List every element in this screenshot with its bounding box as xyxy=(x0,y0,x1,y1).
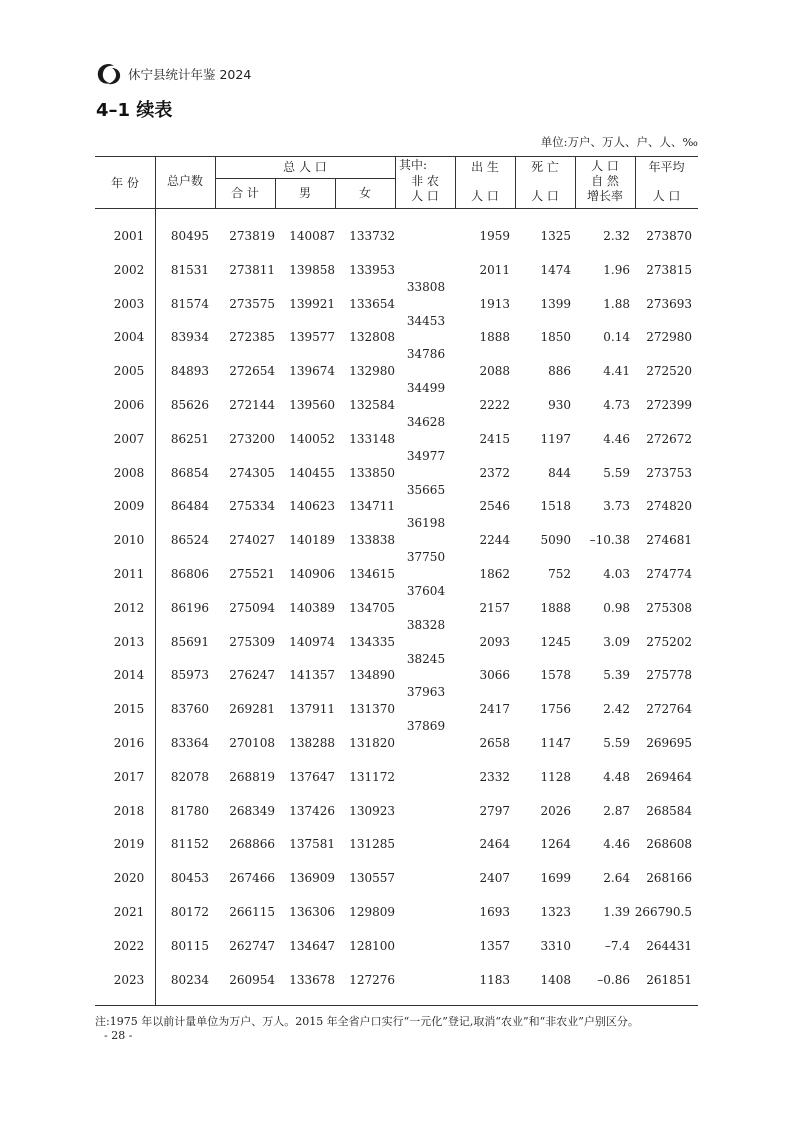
cell-year: 2017 xyxy=(113,769,145,784)
cell-avg-pop: 268584 xyxy=(646,803,692,818)
header-death: 死 亡 xyxy=(531,160,559,174)
header-male: 男 xyxy=(298,186,311,200)
cell-avg-pop: 273870 xyxy=(646,229,692,243)
header-total: 合 计 xyxy=(231,186,259,200)
cell-natural-rate: –10.38 xyxy=(589,533,630,548)
cell-female: 132980 xyxy=(349,364,395,379)
cell-natural-rate: 1.88 xyxy=(603,296,630,311)
cell-non-ag-pop: 38245 xyxy=(406,651,446,666)
cell-non-ag-pop: 34453 xyxy=(406,313,446,328)
cell-households: 81152 xyxy=(170,837,209,852)
cell-male: 140623 xyxy=(289,499,335,514)
table-row xyxy=(95,496,698,516)
cell-households: 85691 xyxy=(170,634,209,649)
cell-female: 127276 xyxy=(349,972,395,987)
cell-female: 131172 xyxy=(349,769,395,784)
cell-death: 3310 xyxy=(540,938,571,953)
cell-male: 140052 xyxy=(289,431,335,446)
cell-total: 266115 xyxy=(229,905,275,919)
cell-female: 131370 xyxy=(349,702,395,717)
table-row xyxy=(95,361,698,381)
cell-birth: 1888 xyxy=(479,330,510,345)
cell-non-ag-pop: 34499 xyxy=(406,381,446,396)
cell-avg-pop: 268166 xyxy=(646,871,692,886)
cell-female: 134335 xyxy=(349,634,395,649)
cell-natural-rate: 1.96 xyxy=(603,262,630,277)
cell-female: 133838 xyxy=(349,533,395,548)
cell-non-ag-pop: 36198 xyxy=(406,516,446,531)
cell-female: 128100 xyxy=(349,938,395,953)
header-of-which: 其中: xyxy=(398,158,428,172)
cell-death: 5090 xyxy=(540,533,571,548)
cell-death: 2026 xyxy=(540,803,571,818)
cell-male: 138288 xyxy=(289,736,335,750)
cell-non-ag-pop: 33808 xyxy=(406,279,446,294)
cell-birth: 1862 xyxy=(479,567,510,581)
cell-male: 139921 xyxy=(289,296,335,311)
table-row xyxy=(95,868,698,888)
cell-death: 1197 xyxy=(540,431,571,446)
cell-birth: 2372 xyxy=(479,465,510,480)
cell-male: 140974 xyxy=(289,634,335,649)
cell-year: 2001 xyxy=(113,229,145,243)
cell-avg-pop: 275308 xyxy=(646,600,692,615)
cell-avg-pop: 272672 xyxy=(646,431,692,446)
table-bottom-rule xyxy=(95,1005,698,1006)
cell-total: 274305 xyxy=(229,465,275,480)
cell-birth: 1693 xyxy=(479,905,510,919)
cell-avg-pop: 272980 xyxy=(646,330,692,345)
cell-death: 752 xyxy=(548,567,571,581)
cell-avg-pop: 275202 xyxy=(646,634,692,649)
cell-total: 268866 xyxy=(229,837,275,852)
cell-natural-rate: 4.03 xyxy=(603,567,630,581)
cell-male: 136306 xyxy=(289,905,335,919)
cell-birth: 2464 xyxy=(479,837,510,852)
cell-households: 80234 xyxy=(170,972,209,987)
header-avg: 年平均 xyxy=(648,160,685,174)
cell-total: 275094 xyxy=(229,600,275,615)
cell-households: 81780 xyxy=(170,803,209,818)
cell-birth: 2415 xyxy=(479,431,510,446)
cell-birth: 3066 xyxy=(479,668,510,683)
table-row xyxy=(95,564,698,584)
cell-natural-rate: 4.48 xyxy=(603,769,630,784)
cell-natural-rate: 4.46 xyxy=(603,431,630,446)
cell-birth: 2546 xyxy=(479,499,510,514)
cell-year: 2011 xyxy=(113,567,145,581)
cell-death: 886 xyxy=(548,364,571,379)
cell-households: 81531 xyxy=(170,262,209,277)
cell-death: 1399 xyxy=(540,296,571,311)
cell-households: 81574 xyxy=(170,296,209,311)
cell-non-ag-pop: 37750 xyxy=(406,550,446,565)
cell-natural-rate: 2.87 xyxy=(603,803,630,818)
header-birth-pop: 人 口 xyxy=(471,189,499,203)
cell-year: 2009 xyxy=(113,499,145,514)
table-row xyxy=(95,801,698,821)
cell-total: 274027 xyxy=(229,533,275,548)
cell-total: 273819 xyxy=(229,229,275,243)
cell-avg-pop: 274820 xyxy=(646,499,692,514)
page-number: - 28 - xyxy=(104,1029,133,1042)
cell-households: 86251 xyxy=(170,431,209,446)
cell-natural-rate: 5.59 xyxy=(603,736,630,750)
cell-total: 272654 xyxy=(229,364,275,379)
header-natural-2: 自 然 xyxy=(591,174,619,188)
cell-female: 132808 xyxy=(349,330,395,345)
cell-year: 2022 xyxy=(113,938,145,953)
cell-avg-pop: 264431 xyxy=(646,938,692,953)
table-row xyxy=(95,733,698,753)
table-row xyxy=(95,598,698,618)
cell-birth: 1913 xyxy=(479,296,510,311)
cell-avg-pop: 261851 xyxy=(646,972,692,987)
cell-total: 273811 xyxy=(229,262,275,277)
cell-natural-rate: 0.98 xyxy=(603,600,630,615)
cell-death: 1128 xyxy=(540,769,571,784)
cell-birth: 2157 xyxy=(479,600,510,615)
header-year: 年 份 xyxy=(111,176,139,190)
cell-birth: 1183 xyxy=(479,972,510,987)
cell-year: 2013 xyxy=(113,634,145,649)
cell-avg-pop: 274681 xyxy=(646,533,692,548)
cell-death: 1518 xyxy=(540,499,571,514)
cell-households: 80453 xyxy=(170,871,209,886)
cell-year: 2018 xyxy=(113,803,145,818)
cell-female: 134711 xyxy=(349,499,395,514)
cell-male: 140455 xyxy=(289,465,335,480)
table-row xyxy=(95,665,698,685)
cell-avg-pop: 273815 xyxy=(646,262,692,277)
cell-natural-rate: 0.14 xyxy=(603,330,630,345)
header-birth: 出 生 xyxy=(471,160,499,174)
cell-natural-rate: 3.73 xyxy=(603,499,630,514)
cell-households: 86854 xyxy=(170,465,209,480)
cell-avg-pop: 272399 xyxy=(646,398,692,412)
cell-year: 2008 xyxy=(113,465,145,480)
cell-male: 140087 xyxy=(289,229,335,243)
cell-households: 82078 xyxy=(170,769,209,784)
cell-female: 133850 xyxy=(349,465,395,480)
cell-total: 272385 xyxy=(229,330,275,345)
header-households: 总户数 xyxy=(166,174,203,188)
cell-avg-pop: 266790.5 xyxy=(634,905,692,919)
header-natural-rate: 增长率 xyxy=(586,189,623,203)
cell-total: 267466 xyxy=(229,871,275,886)
header-non-ag-pop: 人 口 xyxy=(411,189,439,203)
cell-non-ag-pop: 34628 xyxy=(406,414,446,429)
book-title: 休宁县统计年鉴 2024 xyxy=(128,67,252,82)
cell-male: 140189 xyxy=(289,533,335,548)
table-row xyxy=(95,226,698,246)
cell-male: 134647 xyxy=(289,938,335,953)
cell-male: 139674 xyxy=(289,364,335,379)
cell-year: 2023 xyxy=(113,972,145,987)
cell-households: 84893 xyxy=(170,364,209,379)
cell-non-ag-pop: 34977 xyxy=(406,448,446,463)
cell-households: 85626 xyxy=(170,398,209,412)
cell-female: 134705 xyxy=(349,600,395,615)
cell-avg-pop: 274774 xyxy=(646,567,692,581)
cell-natural-rate: 5.39 xyxy=(603,668,630,683)
cell-total: 275334 xyxy=(229,499,275,514)
cell-birth: 2244 xyxy=(479,533,510,548)
cell-non-ag-pop: 37963 xyxy=(406,685,446,700)
cell-female: 131285 xyxy=(349,837,395,852)
cell-avg-pop: 269464 xyxy=(646,769,692,784)
cell-natural-rate: 4.46 xyxy=(603,837,630,852)
cell-avg-pop: 272520 xyxy=(646,364,692,379)
cell-non-ag-pop: 34786 xyxy=(406,347,446,362)
cell-avg-pop: 272764 xyxy=(646,702,692,717)
cell-death: 1264 xyxy=(540,837,571,852)
cell-year: 2006 xyxy=(113,398,145,412)
page-header xyxy=(96,62,251,86)
cell-total: 275521 xyxy=(229,567,275,581)
cell-male: 137426 xyxy=(289,803,335,818)
cell-male: 139858 xyxy=(289,262,335,277)
footnote: 注:1975 年以前计量单位为万户、万人。2015 年全省户口实行“一元化”登记,取消“农业”和“非农业”户别区分。 xyxy=(95,1015,639,1028)
cell-year: 2003 xyxy=(113,296,145,311)
table-row xyxy=(95,767,698,787)
cell-total: 273575 xyxy=(229,296,275,311)
cell-birth: 2011 xyxy=(479,262,510,277)
cell-birth: 1357 xyxy=(479,938,510,953)
table-row xyxy=(95,429,698,449)
cell-male: 140906 xyxy=(289,567,335,581)
header-death-pop: 人 口 xyxy=(531,189,559,203)
cell-birth: 2658 xyxy=(479,736,510,750)
table-row xyxy=(95,834,698,854)
cell-households: 83364 xyxy=(170,736,209,750)
header-avg-pop: 人 口 xyxy=(652,189,681,203)
cell-total: 260954 xyxy=(229,972,275,987)
cell-total: 268349 xyxy=(229,803,275,818)
cell-total: 270108 xyxy=(229,736,275,750)
cell-year: 2015 xyxy=(113,702,145,717)
cell-death: 1323 xyxy=(540,905,571,919)
cell-avg-pop: 275778 xyxy=(646,668,692,683)
table-row xyxy=(95,294,698,314)
cell-avg-pop: 268608 xyxy=(646,837,692,852)
cell-natural-rate: 3.09 xyxy=(603,634,630,649)
cell-natural-rate: 5.59 xyxy=(603,465,630,480)
cell-death: 844 xyxy=(548,465,571,480)
cell-male: 133678 xyxy=(289,972,335,987)
cell-non-ag-pop: 38328 xyxy=(406,617,446,632)
cell-year: 2012 xyxy=(113,600,145,615)
cell-birth: 2088 xyxy=(479,364,510,379)
cell-households: 83760 xyxy=(170,702,209,717)
cell-households: 80115 xyxy=(170,938,209,953)
cell-death: 1756 xyxy=(540,702,571,717)
cell-natural-rate: 1.39 xyxy=(603,905,630,919)
cell-death: 1147 xyxy=(540,736,571,750)
cell-birth: 1959 xyxy=(479,229,510,243)
cell-households: 86484 xyxy=(170,499,209,514)
cell-households: 86524 xyxy=(170,533,209,548)
cell-death: 1408 xyxy=(540,972,571,987)
cell-total: 268819 xyxy=(229,769,275,784)
cell-natural-rate: 2.42 xyxy=(603,702,630,717)
table-row xyxy=(95,970,698,990)
cell-total: 273200 xyxy=(229,431,275,446)
cell-year: 2007 xyxy=(113,431,145,446)
cell-year: 2002 xyxy=(113,262,145,277)
cell-male: 136909 xyxy=(289,871,335,886)
cell-female: 133732 xyxy=(349,229,395,243)
cell-male: 137647 xyxy=(289,769,335,784)
cell-households: 83934 xyxy=(170,330,209,345)
cell-birth: 2222 xyxy=(479,398,510,412)
cell-death: 1325 xyxy=(540,229,571,243)
cell-birth: 2332 xyxy=(479,769,510,784)
cell-non-ag-pop: 35665 xyxy=(406,482,446,497)
cell-female: 131820 xyxy=(349,736,395,750)
cell-year: 2021 xyxy=(113,905,145,919)
yearbook-logo-icon xyxy=(96,62,122,86)
cell-female: 133654 xyxy=(349,296,395,311)
table-row xyxy=(95,530,698,550)
table-row xyxy=(95,260,698,280)
header-natural: 人 口 xyxy=(591,159,619,173)
cell-avg-pop: 269695 xyxy=(646,736,692,750)
cell-male: 137581 xyxy=(289,837,335,852)
cell-female: 133148 xyxy=(349,431,395,446)
cell-year: 2004 xyxy=(113,330,145,345)
cell-female: 134615 xyxy=(349,567,395,581)
cell-birth: 2797 xyxy=(479,803,510,818)
cell-male: 139577 xyxy=(289,330,335,345)
total-pop-subrule xyxy=(215,178,395,179)
section-title: 4–1 续表 xyxy=(96,100,173,121)
cell-death: 1474 xyxy=(540,262,571,277)
cell-natural-rate: 2.32 xyxy=(603,229,630,243)
cell-male: 139560 xyxy=(289,398,335,412)
cell-birth: 2407 xyxy=(479,871,510,886)
cell-year: 2010 xyxy=(113,533,145,548)
header-non-ag: 非 农 xyxy=(411,174,439,188)
table-row xyxy=(95,632,698,652)
cell-total: 272144 xyxy=(229,398,275,412)
cell-female: 129809 xyxy=(349,905,395,919)
cell-female: 132584 xyxy=(349,398,395,412)
table-top-rule xyxy=(95,156,698,157)
cell-year: 2019 xyxy=(113,837,145,852)
cell-natural-rate: –0.86 xyxy=(597,972,630,987)
cell-total: 262747 xyxy=(229,938,275,953)
cell-households: 86806 xyxy=(170,567,209,581)
cell-death: 1699 xyxy=(540,871,571,886)
cell-year: 2014 xyxy=(113,668,145,683)
cell-death: 930 xyxy=(548,398,571,412)
cell-natural-rate: –7.4 xyxy=(604,938,630,953)
cell-year: 2005 xyxy=(113,364,145,379)
cell-birth: 2093 xyxy=(479,634,510,649)
cell-male: 137911 xyxy=(289,702,335,717)
cell-year: 2020 xyxy=(113,871,145,886)
cell-households: 80172 xyxy=(170,905,209,919)
cell-households: 85973 xyxy=(170,668,209,683)
cell-non-ag-pop: 37604 xyxy=(406,583,446,598)
unit-label: 单位:万户、万人、户、人、‰ xyxy=(540,135,698,149)
cell-households: 80495 xyxy=(170,229,209,243)
header-female: 女 xyxy=(358,186,371,200)
cell-total: 275309 xyxy=(229,634,275,649)
cell-avg-pop: 273693 xyxy=(646,296,692,311)
cell-natural-rate: 2.64 xyxy=(603,871,630,886)
table-row xyxy=(95,327,698,347)
cell-death: 1578 xyxy=(540,668,571,683)
cell-natural-rate: 4.41 xyxy=(603,364,630,379)
cell-female: 130557 xyxy=(349,871,395,886)
cell-female: 133953 xyxy=(349,262,395,277)
cell-female: 134890 xyxy=(349,668,395,683)
table-row xyxy=(95,699,698,719)
cell-non-ag-pop: 37869 xyxy=(406,719,446,734)
cell-birth: 2417 xyxy=(479,702,510,717)
cell-natural-rate: 4.73 xyxy=(603,398,630,412)
cell-year: 2016 xyxy=(113,736,145,750)
cell-death: 1850 xyxy=(540,330,571,345)
header-bottom-rule xyxy=(95,208,698,209)
header-total-pop: 总 人 口 xyxy=(283,160,327,174)
cell-death: 1245 xyxy=(540,634,571,649)
cell-total: 269281 xyxy=(229,702,275,717)
table-row xyxy=(95,395,698,415)
table-row xyxy=(95,463,698,483)
table-row xyxy=(95,936,698,956)
table-row xyxy=(95,902,698,922)
population-table xyxy=(95,156,698,1006)
cell-avg-pop: 273753 xyxy=(646,465,692,480)
cell-death: 1888 xyxy=(540,600,571,615)
cell-male: 141357 xyxy=(289,668,335,683)
cell-households: 86196 xyxy=(170,600,209,615)
cell-total: 276247 xyxy=(229,668,275,683)
cell-female: 130923 xyxy=(349,803,395,818)
cell-male: 140389 xyxy=(289,600,335,615)
